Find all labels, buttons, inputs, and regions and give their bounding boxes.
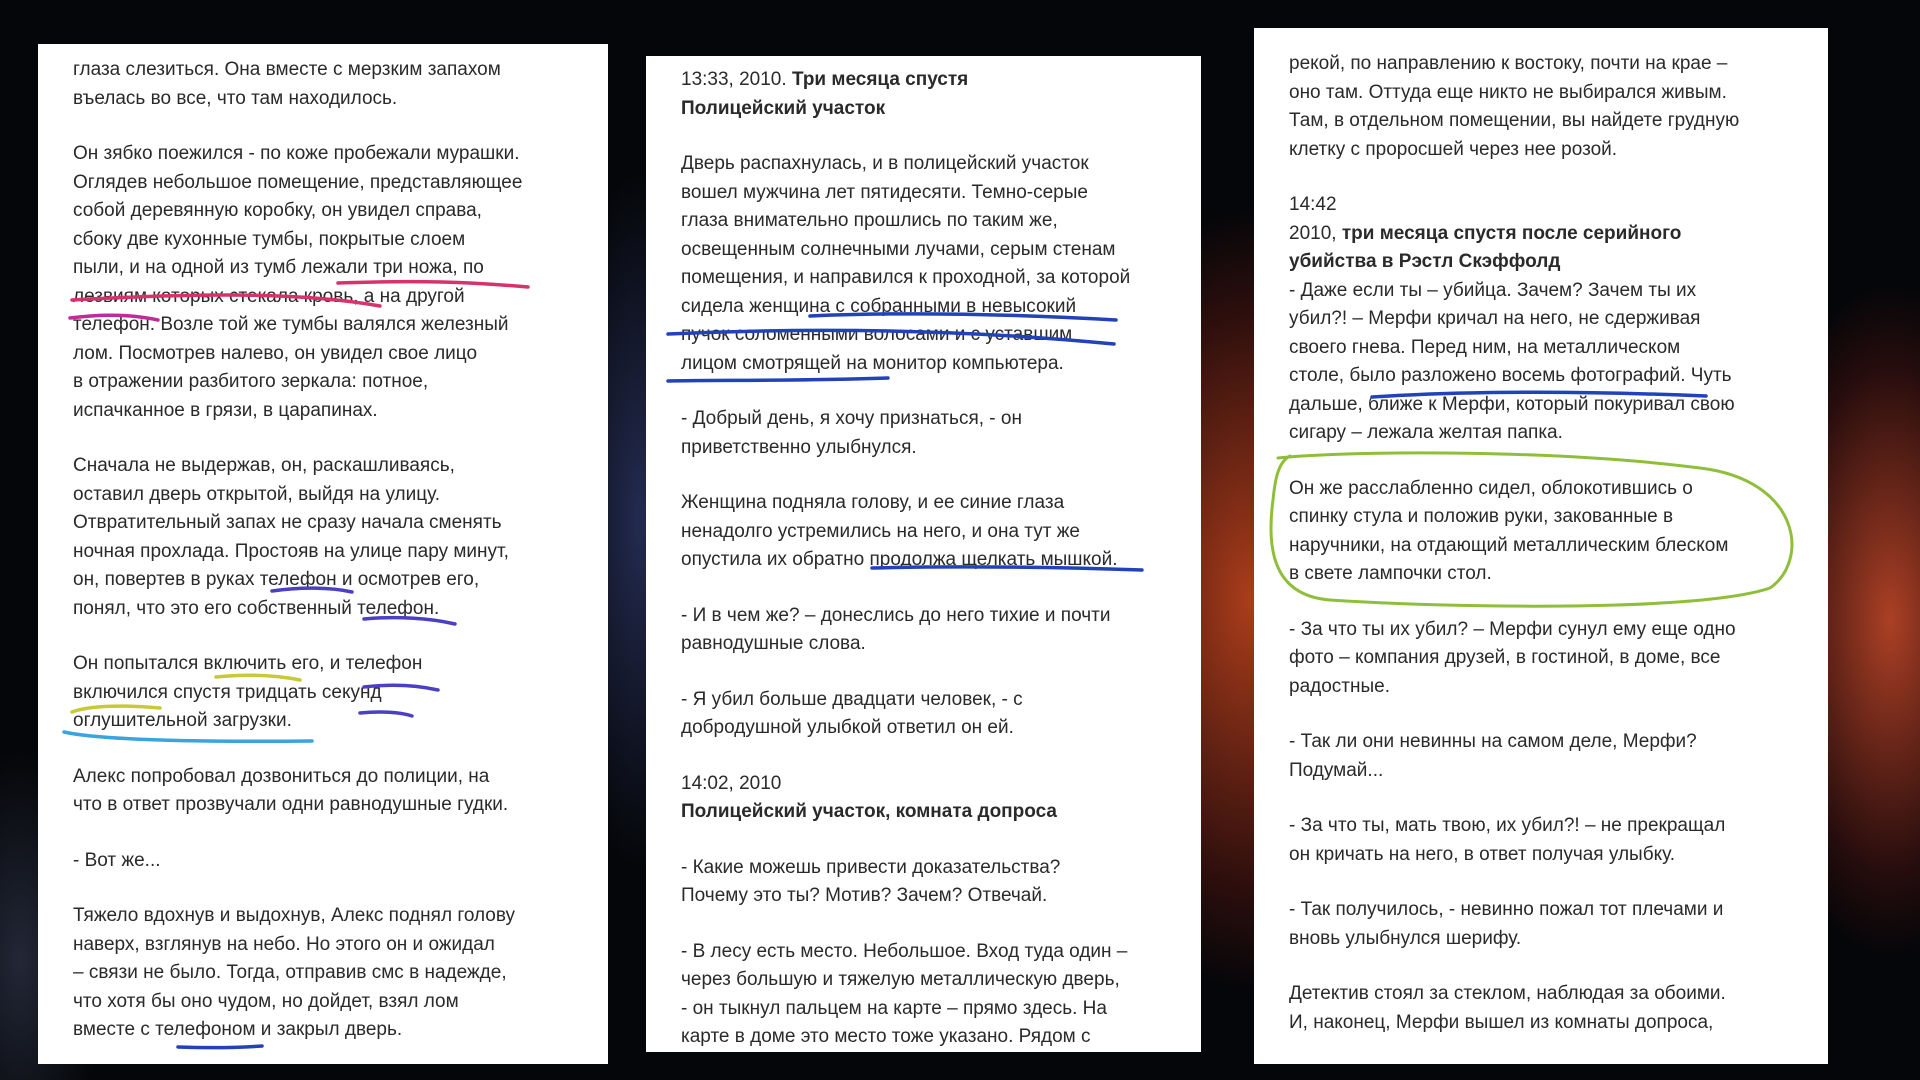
text-line: оно там. Оттуда еще никто не выбирался живым.: [1289, 81, 1727, 103]
text-line: вошел мужчина лет пятидесяти. Темно-серые: [681, 181, 1088, 203]
text-line: дальше, ближе к Мерфи, который покуривал свою: [1289, 393, 1735, 415]
text-line: Дверь распахнулась, и в полицейский участок: [681, 153, 1089, 174]
text-line: лезвиям которых стекала кровь, а на другой: [73, 285, 465, 307]
scene-place: Полицейский участок, комната допроса: [681, 801, 1057, 822]
text-line: - он тыкнул пальцем на карте – прямо здесь. На: [681, 997, 1107, 1019]
paragraph: [73, 847, 588, 876]
text-line: - В лесу есть место. Небольшое. Вход туда один –: [681, 940, 1128, 962]
text-line: понял, что это его собственный телефон.: [73, 597, 440, 619]
paragraph: [1289, 50, 1808, 164]
text-line: - Я убил больше двадцати человек, - с: [681, 688, 1023, 710]
text-line: телефон. Возле той же тумбы валялся железный: [73, 314, 509, 335]
text-line: Детектив стоял за стеклом, наблюдая за обоими.: [1289, 983, 1726, 1004]
text-line: Оглядев небольшое помещение, представляющее: [73, 171, 523, 193]
text-line: спинку стула и положив руки, закованные в: [1289, 506, 1674, 527]
text-line: - Так получилось, - невинно пожал тот плечами и: [1289, 899, 1724, 920]
text-line: что в ответ прозвучали одни равнодушные гудки.: [73, 794, 509, 815]
text-line: глаза внимательно прошлись по таким же,: [681, 210, 1058, 231]
text-line: оставил дверь открытой, выйдя на улицу.: [73, 483, 440, 505]
text-line: ненадолго устремились на него, и она тут же: [681, 520, 1080, 542]
text-line: собой деревянную коробку, он увидел справа,: [73, 200, 482, 221]
scene-year: 2010,: [1289, 222, 1337, 244]
text-block: [1289, 50, 1808, 164]
paragraph: [681, 686, 1181, 743]
text-line: Почему это ты? Мотив? Зачем? Отвечай.: [681, 885, 1048, 906]
text-line: рекой, по направлению к востоку, почти на крае –: [1289, 53, 1728, 74]
paragraph: [1289, 277, 1808, 448]
text-line: фото – компания друзей, в гостиной, в доме, все: [1289, 647, 1721, 668]
text-line: приветственно улыбнулся.: [681, 436, 917, 458]
paragraph: [681, 150, 1181, 378]
text-line: добродушной улыбкой ответил он ей.: [681, 717, 1014, 738]
text-line: равнодушные слова.: [681, 633, 866, 654]
text-line: лом. Посмотрев налево, он увидел свое лицо: [73, 342, 478, 364]
text-line: - Добрый день, я хочу признаться, - он: [681, 408, 1022, 429]
scene-heading: [681, 770, 1181, 827]
text-line: наверх, взглянув на небо. Но этого он и ожидал: [73, 933, 495, 955]
paragraph: [1289, 980, 1808, 1037]
paragraph: [73, 902, 588, 1045]
text-line: вместе с телефоном и закрыл дверь.: [73, 1019, 403, 1040]
paragraph: [1289, 728, 1808, 785]
text-line: карте в доме это место тоже указано. Рядом с: [681, 1026, 1091, 1047]
paragraph: [73, 140, 588, 425]
text-line: в свете лампочки стол.: [1289, 563, 1492, 584]
text-line: через большую и тяжелую металлическую дверь,: [681, 969, 1120, 990]
text-line: пучок соломенными волосами и с уставшим: [681, 324, 1073, 345]
scene-time: 14:42: [1289, 194, 1337, 215]
text-line: клетку с проросшей через нее розой.: [1289, 138, 1618, 160]
text-line: Тяжело вдохнув и выдохнув, Алекс поднял голову: [73, 905, 516, 926]
text-line: - И в чем же? – донеслись до него тихие и почти: [681, 604, 1111, 626]
paragraph: [1289, 896, 1808, 953]
paragraph: [1289, 616, 1808, 702]
text-line: испачканное в грязи, в царапинах.: [73, 399, 378, 421]
paragraph: [73, 56, 588, 113]
text-line: - Так ли они невинны на самом деле, Мерфи?: [1289, 731, 1697, 752]
text-line: глаза слезиться. Она вместе с мерзким запахом: [73, 59, 501, 80]
text-line: своего гнева. Перед ним, на металлическом: [1289, 336, 1681, 358]
text-line: сигару – лежала желтая папка.: [1289, 422, 1563, 443]
text-line: он кричать на него, в ответ получая улыбку.: [1289, 843, 1675, 865]
text-block: [681, 150, 1181, 743]
paragraph: [73, 452, 588, 623]
text-line: что хотя бы оно чудом, но дойдет, взял лом: [73, 990, 459, 1012]
text-line: - За что ты их убил? – Мерфи сунул ему еще одно: [1289, 618, 1736, 640]
document-page-left: [38, 44, 608, 1064]
text-block: [681, 854, 1181, 1052]
text-line: - За что ты, мать твою, их убил?! – не прекращал: [1289, 815, 1726, 836]
paragraph: [681, 489, 1181, 575]
paragraph: [73, 650, 588, 736]
scene-time: 13:33, 2010.: [681, 69, 787, 90]
text-line: столе, было разложено восемь фотографий. Чуть: [1289, 365, 1732, 386]
text-line: освещенным солнечными лучами, серым стенам: [681, 238, 1116, 260]
text-line: – связи не было. Тогда, отправив смс в надежде,: [73, 962, 507, 983]
scene-place: Полицейский участок: [681, 97, 886, 119]
text-line: лицом смотрящей на монитор компьютера.: [681, 352, 1064, 374]
text-line: оглушительной загрузки.: [73, 710, 292, 731]
paragraph: [681, 938, 1181, 1052]
scene-title: Три месяца спустя: [791, 69, 969, 90]
text-line: Отвратительный запах не сразу начала сменять: [73, 512, 502, 533]
text-line: убил?! – Мерфи кричал на него, не сдерживая: [1289, 308, 1701, 329]
document-page-middle: [646, 56, 1201, 1052]
text-line: - Вот же...: [73, 849, 161, 871]
scene-heading: [1289, 191, 1808, 277]
text-line: радостные.: [1289, 675, 1390, 697]
document-page-right: [1254, 28, 1828, 1064]
paragraph: [681, 602, 1181, 659]
text-line: помещения, и направился к проходной, за которой: [681, 267, 1131, 288]
scene-heading: [681, 66, 1181, 123]
text-line: Подумай...: [1289, 759, 1384, 781]
text-line: сбоку две кухонные тумбы, покрытые слоем: [73, 228, 466, 250]
text-line: наручники, на отдающий металлическим блеском: [1289, 534, 1729, 556]
paragraph: [681, 405, 1181, 462]
paragraph: [681, 854, 1181, 911]
scene-title-cont: убийства в Рэстл Скэффолд: [1289, 251, 1561, 272]
text-line: опустила их обратно продолжа щелкать мышкой.: [681, 549, 1118, 570]
text-line: пыли, и на одной из тумб лежали три ножа, по: [73, 257, 484, 278]
text-line: в отражении разбитого зеркала: потное,: [73, 371, 429, 392]
text-line: И, наконец, Мерфи вышел из комнаты допроса,: [1289, 1011, 1714, 1033]
paragraph: [1289, 475, 1808, 589]
text-line: Он зябко поежился - по коже пробежали мурашки.: [73, 143, 520, 164]
text-line: Сначала не выдержав, он, раскашливаясь,: [73, 455, 455, 476]
text-block: [1289, 277, 1808, 1038]
text-line: Он попытался включить его, и телефон: [73, 653, 423, 674]
text-line: Алекс попробовал дозвониться до полиции, на: [73, 765, 490, 787]
text-line: ночная прохлада. Простояв на улице пару минут,: [73, 540, 509, 562]
text-line: - Какие можешь привести доказательства?: [681, 856, 1061, 878]
text-line: - Даже если ты – убийца. Зачем? Зачем ты их: [1289, 279, 1697, 301]
text-line: включился спустя тридцать секунд: [73, 681, 382, 703]
scene-time: 14:02, 2010: [681, 772, 782, 794]
text-line: сидела женщина с собранными в невысокий: [681, 295, 1077, 317]
text-line: Он же расслабленно сидел, облокотившись о: [1289, 477, 1693, 499]
text-line: Женщина подняла голову, и ее синие глаза: [681, 492, 1065, 513]
text-line: вновь улыбнулся шерифу.: [1289, 927, 1522, 949]
scene-title: три месяца спустя после серийного: [1341, 222, 1682, 244]
text-line: въелась во все, что там находилось.: [73, 87, 398, 109]
text-line: он, повертев в руках телефон и осмотрев его,: [73, 569, 480, 590]
paragraph: [1289, 812, 1808, 869]
text-line: Там, в отдельном помещении, вы найдете грудную: [1289, 110, 1740, 131]
paragraph: [73, 763, 588, 820]
